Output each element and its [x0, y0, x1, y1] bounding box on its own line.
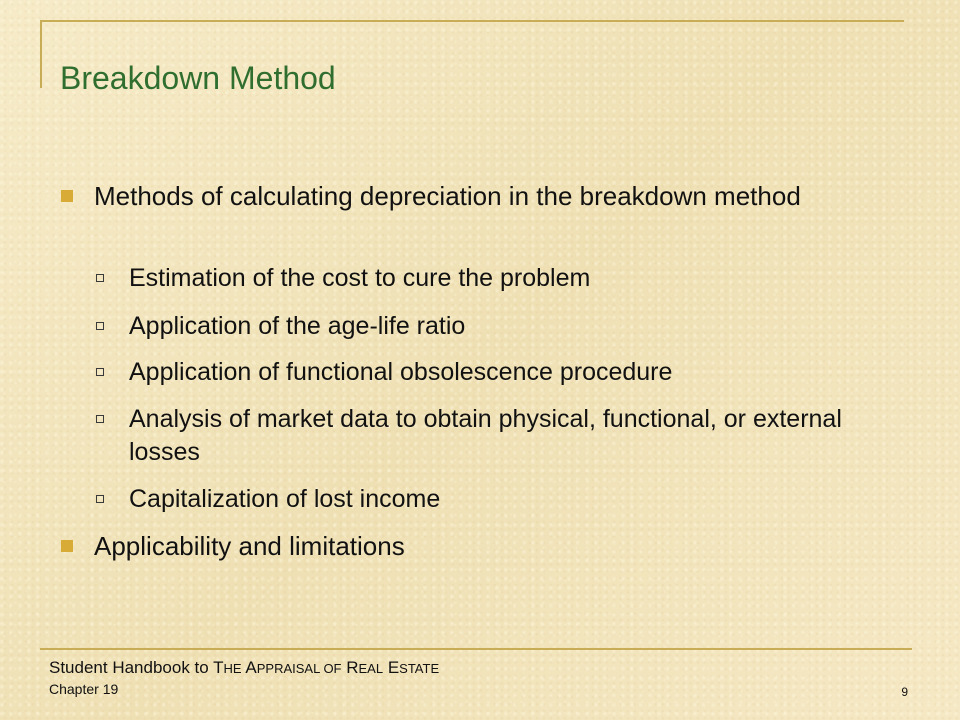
slide-title: Breakdown Method [60, 60, 336, 96]
footer-chapter: Chapter 19 [49, 681, 119, 697]
bullet-text: Methods of calculating depreciation in the breakdown method [94, 181, 801, 211]
hollow-square-bullet-icon [96, 274, 104, 282]
sub-bullet-item [129, 262, 899, 295]
page-number: 9 [901, 685, 908, 699]
bullet-text: Applicability and limitations [94, 531, 405, 561]
footer-book-title: Student Handbook to THE APPRAISAL OF REAL ESTATE [49, 658, 440, 677]
square-bullet-icon [61, 540, 73, 552]
footer-divider [40, 648, 912, 650]
left-border-line [40, 20, 42, 88]
top-border-line [40, 20, 904, 22]
sub-bullet-text: Application of the age-life ratio [129, 312, 466, 340]
sub-bullet-item [129, 310, 899, 343]
sub-bullet-text: Estimation of the cost to cure the problem [129, 264, 591, 292]
square-bullet-icon [61, 190, 73, 202]
hollow-square-bullet-icon [96, 415, 104, 423]
bullet-item [94, 180, 894, 214]
sub-bullet-item [129, 483, 899, 516]
sub-bullet-text: Capitalization of lost income [129, 485, 441, 513]
sub-bullet-item [129, 356, 899, 389]
hollow-square-bullet-icon [96, 368, 104, 376]
hollow-square-bullet-icon [96, 495, 104, 503]
sub-bullet-text: Analysis of market data to obtain physical, functional, or external losses [129, 405, 842, 466]
sub-bullet-item [129, 403, 899, 468]
bullet-item [94, 530, 894, 564]
sub-bullet-text: Application of functional obsolescence procedure [129, 358, 673, 386]
hollow-square-bullet-icon [96, 322, 104, 330]
